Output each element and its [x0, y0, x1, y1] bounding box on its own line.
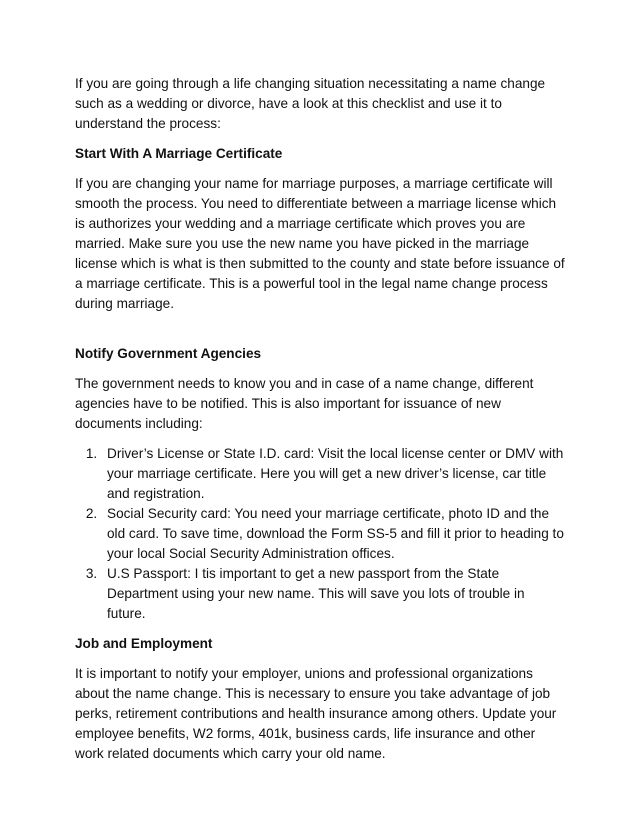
list-item: 2. Social Security card: You need your marriage certificate, photo ID and the old card. To save time, download the Form SS-5 and fill it prior to heading to your local Social Security Administration offices.	[101, 504, 565, 564]
section-heading-government-agencies: Notify Government Agencies	[75, 346, 262, 361]
document-page	[75, 74, 565, 774]
section-heading-marriage-certificate: Start With A Marriage Certificate	[75, 146, 283, 161]
section-heading-job-employment: Job and Employment	[75, 636, 213, 651]
section-body-job-employment: It is important to notify your employer, unions and professional organizations about the name change. This is necessary to ensure you take advantage of job perks, retirement contributions and health insurance among others. Update your employee benefits, W2 forms, 401k, business cards, life insurance and other work related documents which carry your old name.	[75, 666, 557, 761]
intro-paragraph: If you are going through a life changing situation necessitating a name change such as a wedding or divorce, have a look at this checklist and use it to understand the process:	[75, 76, 546, 131]
documents-list	[75, 444, 565, 624]
section-body-government-agencies: The government needs to know you and in case of a name change, different agencies have to be notified. This is also important for issuance of new documents including:	[75, 376, 534, 431]
list-item: 1. Driver’s License or State I.D. card: Visit the local license center or DMV with your marriage certificate. Here you will get a new driver’s license, car title and registration.	[101, 444, 565, 504]
list-item: 3. U.S Passport: I tis important to get a new passport from the State Department using your new name. This will save you lots of trouble in future.	[101, 564, 565, 624]
section-body-marriage-certificate: If you are changing your name for marriage purposes, a marriage certificate will smooth the process. You need to differentiate between a marriage license which is authorizes your wedding and a marriage certificate which proves you are married. Make sure you use the new name you have picked in the marriage license which is what is then submitted to the county and state before issuance of a marriage certificate. This is a powerful tool in the legal name change process during marriage.	[75, 176, 565, 311]
